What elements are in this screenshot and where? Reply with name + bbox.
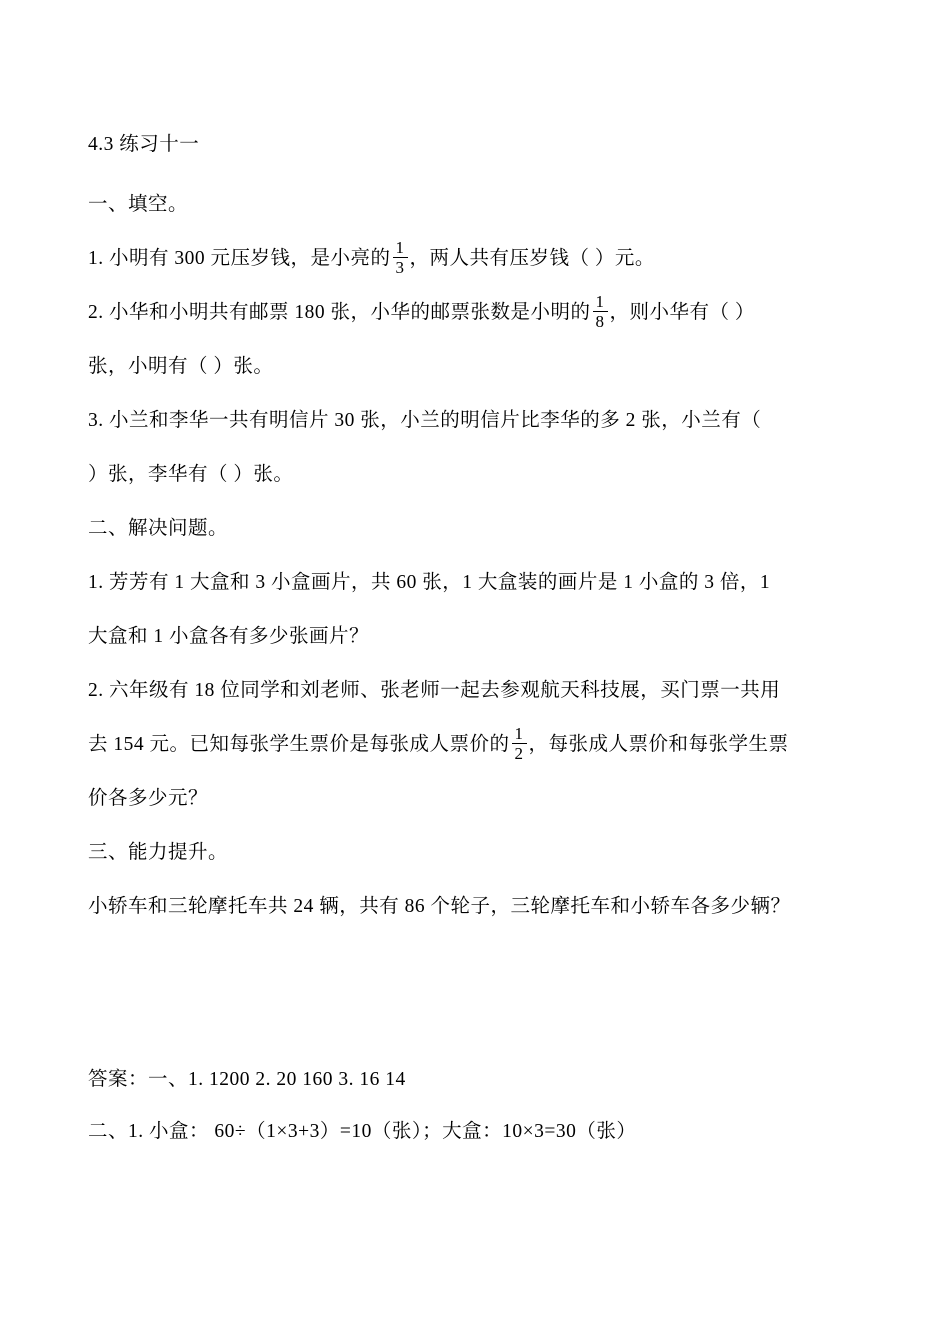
question-1-2-prefix: 2. 小华和小明共有邮票 180 张，小华的邮票张数是小明的	[88, 302, 591, 323]
question-1-3-continuation: ）张，李华有（ ）张。	[88, 464, 294, 485]
fraction-one-eighth: $\frac{1}{8}$	[593, 293, 608, 332]
question-1-1	[88, 232, 878, 286]
fraction-one-third: $\frac{1}{3}$	[393, 239, 408, 278]
page-title: 4.3 练习十一	[88, 134, 200, 155]
question-2-2-line3: 价各多少元？	[88, 788, 209, 809]
question-1-2	[88, 286, 878, 340]
fraction-one-half: $\frac{1}{2}$	[512, 725, 527, 764]
question-3-1: 小轿车和三轮摩托车共 24 辆，共有 86 个轮子，三轮摩托车和小轿车各多少辆？	[88, 896, 791, 917]
question-1-2-continuation: 张，小明有（ ）张。	[88, 356, 274, 377]
question-2-2: 2. 六年级有 18 位同学和刘老师、张老师一起去参观航天科技展，买门票一共用	[88, 680, 781, 701]
question-1-2-suffix: ，则小华有（ ）	[609, 302, 755, 323]
section-heading-fill-in-blanks: 一、填空。	[88, 194, 189, 215]
answer-key	[88, 1054, 878, 1158]
question-2-1: 1. 芳芳有 1 大盒和 3 小盒画片，共 60 张，1 大盒装的画片是 1 小盒的 3 倍，1	[88, 572, 771, 593]
question-2-2-line2-suffix: ，每张成人票价和每张学生票	[528, 734, 789, 755]
question-2-1-continuation: 大盒和 1 小盒各有多少张画片？	[88, 626, 370, 647]
question-1-3: 3. 小兰和李华一共有明信片 30 张，小兰的明信片比李华的多 2 张，小兰有（	[88, 410, 762, 431]
question-1-1-suffix: ，两人共有压岁钱（ ）元。	[409, 248, 655, 269]
question-2-2-line2	[88, 718, 878, 772]
question-1-1-prefix: 1. 小明有 300 元压岁钱，是小亮的	[88, 248, 391, 269]
section-heading-ability-improvement: 三、能力提升。	[88, 842, 229, 863]
question-2-2-line2-prefix: 去 154 元。已知每张学生票价是每张成人票价的	[88, 734, 510, 755]
answer-line-2: 二、1. 小盒： 60÷（1×3+3）=10（张）；大盒：10×3=30（张）	[88, 1121, 637, 1142]
answer-line-1: 答案：一、1. 1200 2. 20 160 3. 16 14	[88, 1069, 406, 1090]
blank-work-area	[88, 934, 878, 1054]
section-heading-problem-solving: 二、解决问题。	[88, 518, 229, 539]
document-content	[88, 118, 878, 1158]
